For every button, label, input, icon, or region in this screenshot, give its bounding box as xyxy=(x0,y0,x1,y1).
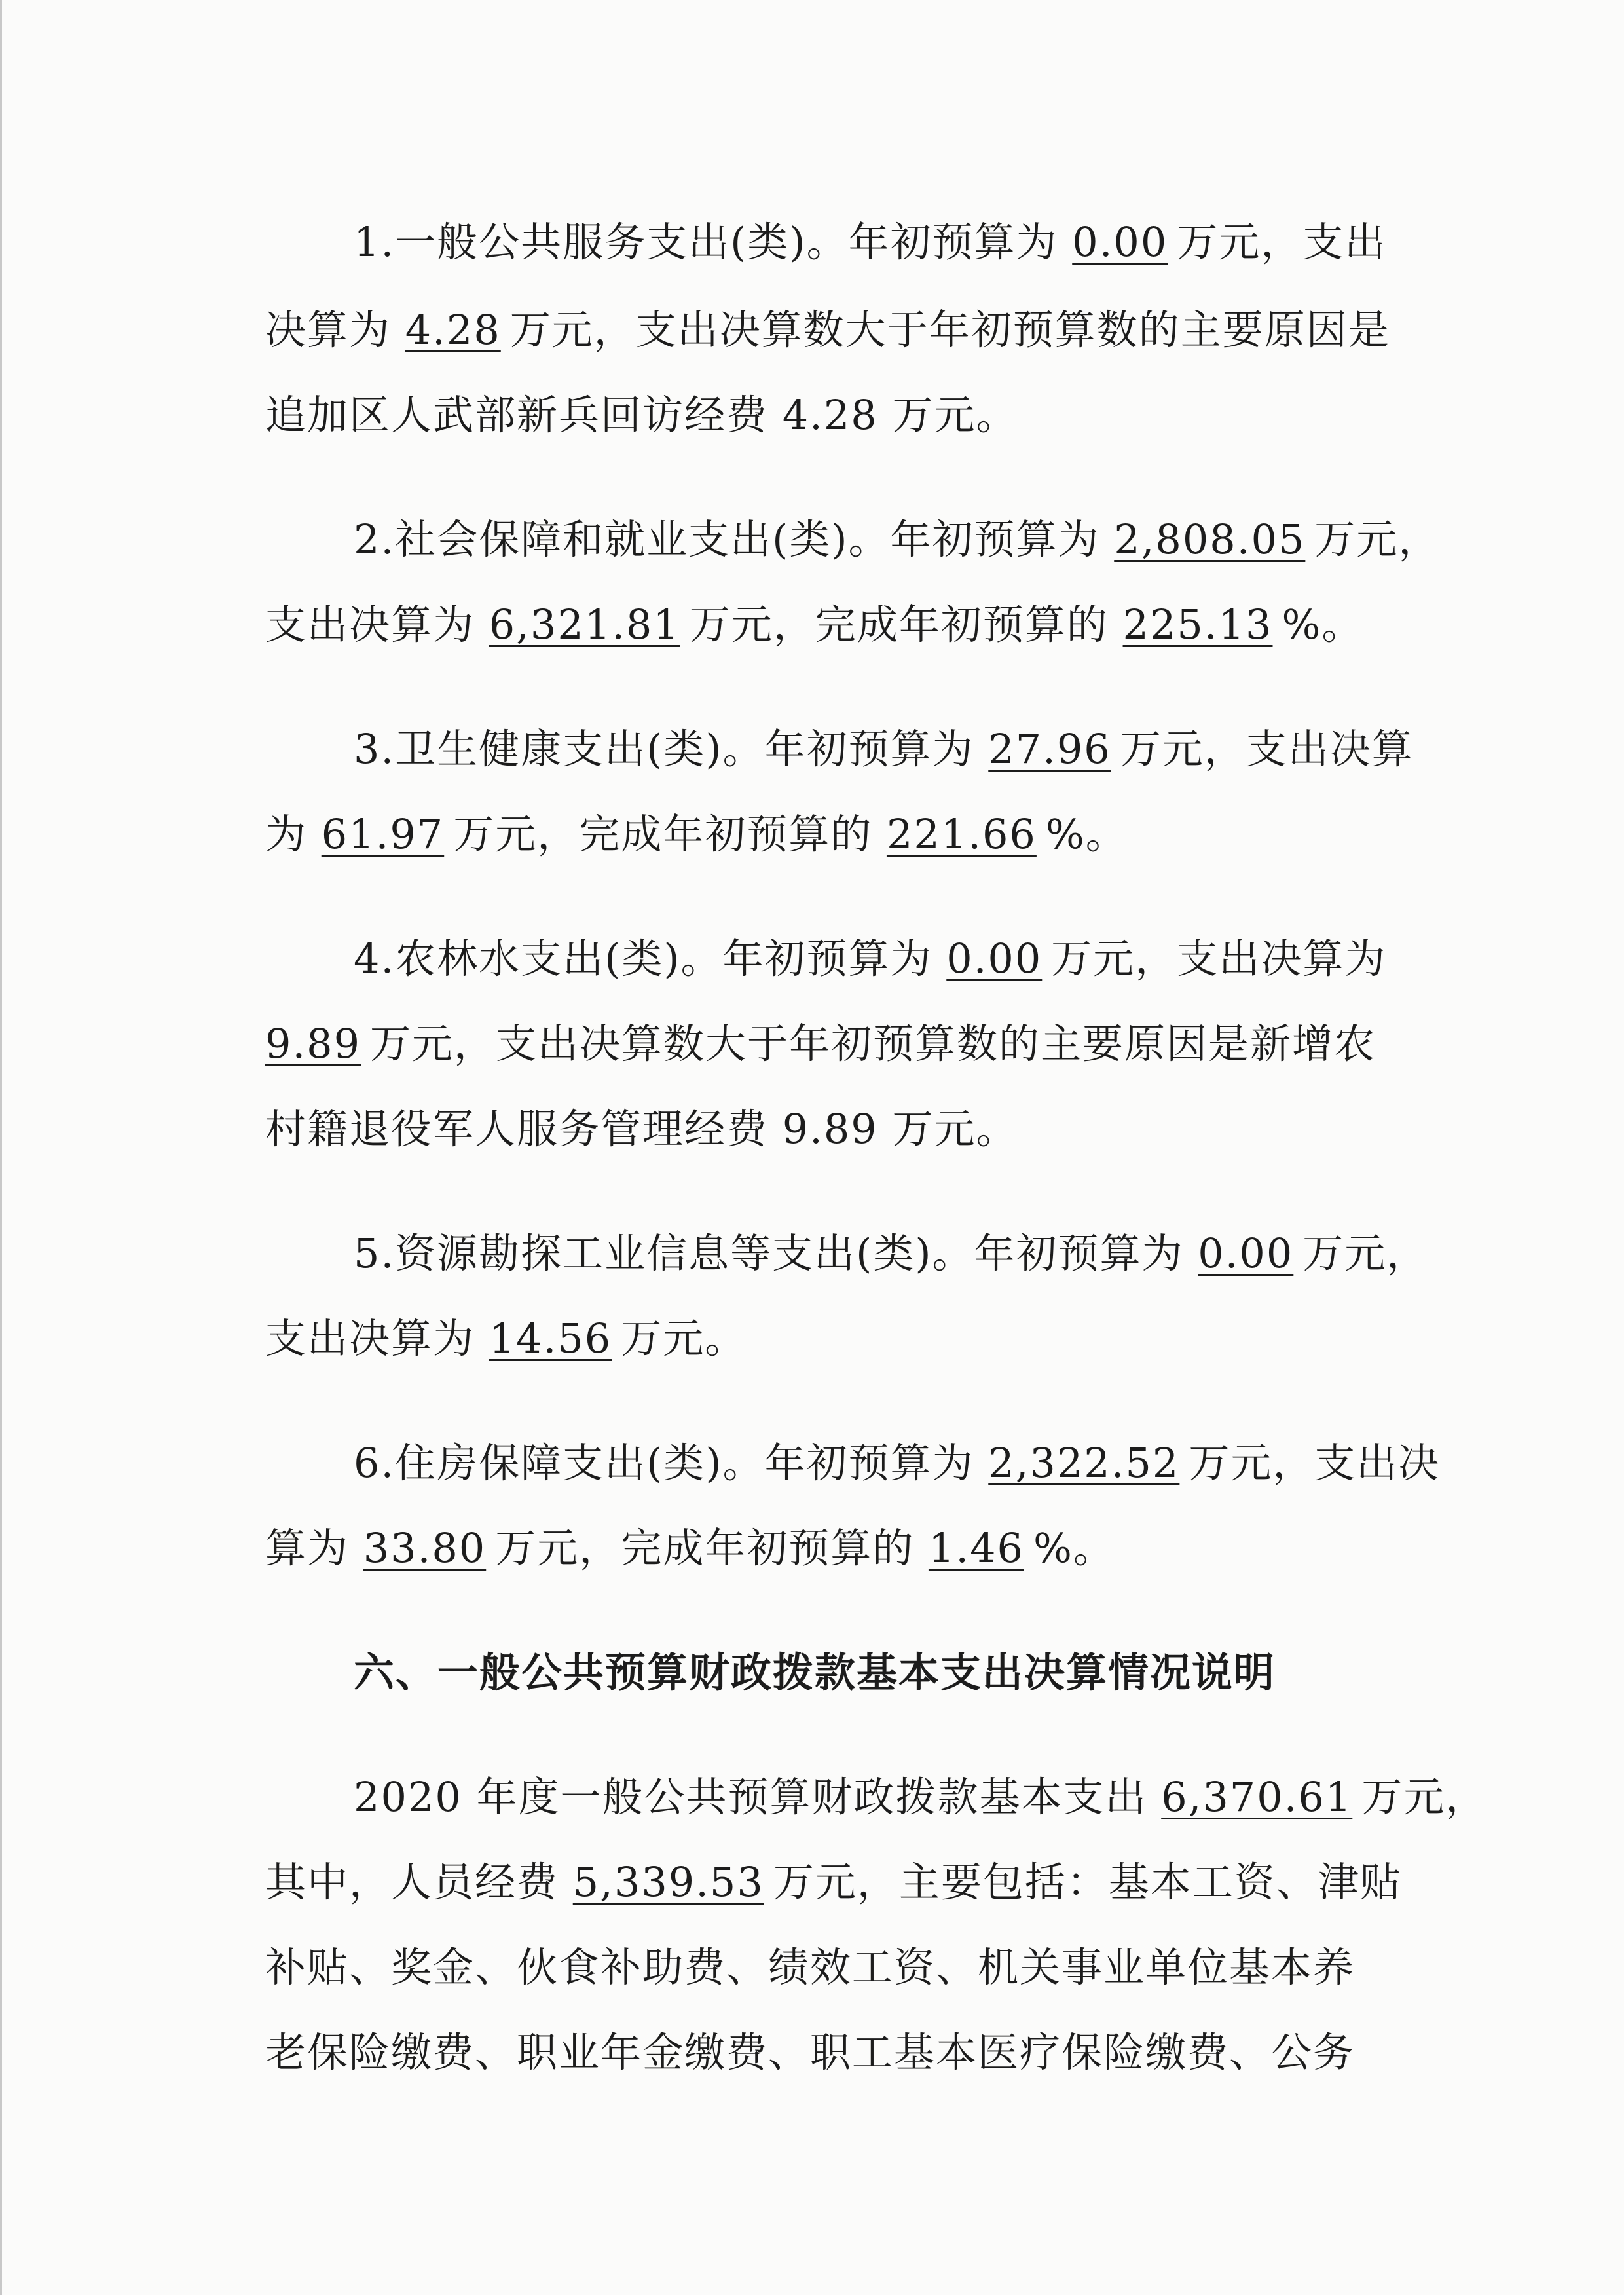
amount-underlined: 0.00 xyxy=(1072,218,1168,266)
amount-underlined: 2,808.05 xyxy=(1114,515,1306,563)
amount-underlined: 0.00 xyxy=(1198,1229,1294,1277)
amount-underlined: 6,370.61 xyxy=(1161,1773,1353,1821)
amount-underlined: 6,321.81 xyxy=(489,601,680,648)
item-3-line-2: 为 61.97 万元，完成年初预算的 221.66 %。 xyxy=(265,808,1128,861)
item-3-line-1: 3.卫生健康支出(类)。年初预算为 27.96 万元，支出决算 xyxy=(354,723,1414,775)
item-1-line-2: 决算为 4.28 万元，支出决算数大于年初预算数的主要原因是 xyxy=(265,304,1390,356)
amount-underlined: 14.56 xyxy=(489,1315,612,1362)
amount-underlined: 9.89 xyxy=(265,1020,361,1068)
percent-underlined: 1.46 xyxy=(928,1524,1024,1572)
amount-underlined: 27.96 xyxy=(988,725,1111,773)
amount-underlined: 0.00 xyxy=(946,935,1043,982)
paragraph-line-3: 补贴、奖金、伙食补助费、绩效工资、机关事业单位基本养 xyxy=(265,1943,1356,1991)
item-6-line-2: 算为 33.80 万元，完成年初预算的 1.46 %。 xyxy=(265,1522,1115,1575)
item-4-line-2: 9.89 万元，支出决算数大于年初预算数的主要原因是新增农 xyxy=(265,1018,1376,1070)
item-6-line-1: 6.住房保障支出(类)。年初预算为 2,322.52 万元，支出决 xyxy=(354,1437,1440,1489)
amount-underlined: 4.28 xyxy=(405,306,501,354)
item-2-line-2: 支出决算为 6,321.81 万元，完成年初预算的 225.13 %。 xyxy=(265,599,1363,651)
item-5-line-2: 支出决算为 14.56 万元。 xyxy=(265,1313,747,1365)
percent-underlined: 225.13 xyxy=(1122,601,1273,648)
amount-underlined: 33.80 xyxy=(363,1524,487,1572)
item-4-line-3: 村籍退役军人服务管理经费 9.89 万元。 xyxy=(265,1105,1018,1153)
item-1-line-1: 1.一般公共服务支出(类)。年初预算为 0.00 万元，支出 xyxy=(354,216,1386,269)
scan-edge xyxy=(0,0,2,2295)
paragraph-line-4: 老保险缴费、职业年金缴费、职工基本医疗保险缴费、公务 xyxy=(265,2028,1356,2076)
amount-underlined: 61.97 xyxy=(321,810,445,858)
percent-underlined: 221.66 xyxy=(886,810,1037,858)
item-2-line-1: 2.社会保障和就业支出(类)。年初预算为 2,808.05 万元， xyxy=(354,513,1440,566)
item-4-line-1: 4.农林水支出(类)。年初预算为 0.00 万元，支出决算为 xyxy=(354,933,1386,985)
amount-underlined: 5,339.53 xyxy=(572,1858,764,1906)
section-heading: 六、一般公共预算财政拨款基本支出决算情况说明 xyxy=(354,1649,1276,1696)
paragraph-line-2: 其中，人员经费 5,339.53 万元，主要包括：基本工资、津贴 xyxy=(265,1856,1402,1909)
paragraph-line-1: 2020 年度一般公共预算财政拨款基本支出 6,370.61 万元， xyxy=(354,1771,1487,1823)
item-5-line-1: 5.资源勘探工业信息等支出(类)。年初预算为 0.00 万元， xyxy=(354,1227,1428,1280)
item-1-line-3: 追加区人武部新兵回访经费 4.28 万元。 xyxy=(265,391,1018,439)
amount-underlined: 2,322.52 xyxy=(988,1439,1180,1487)
